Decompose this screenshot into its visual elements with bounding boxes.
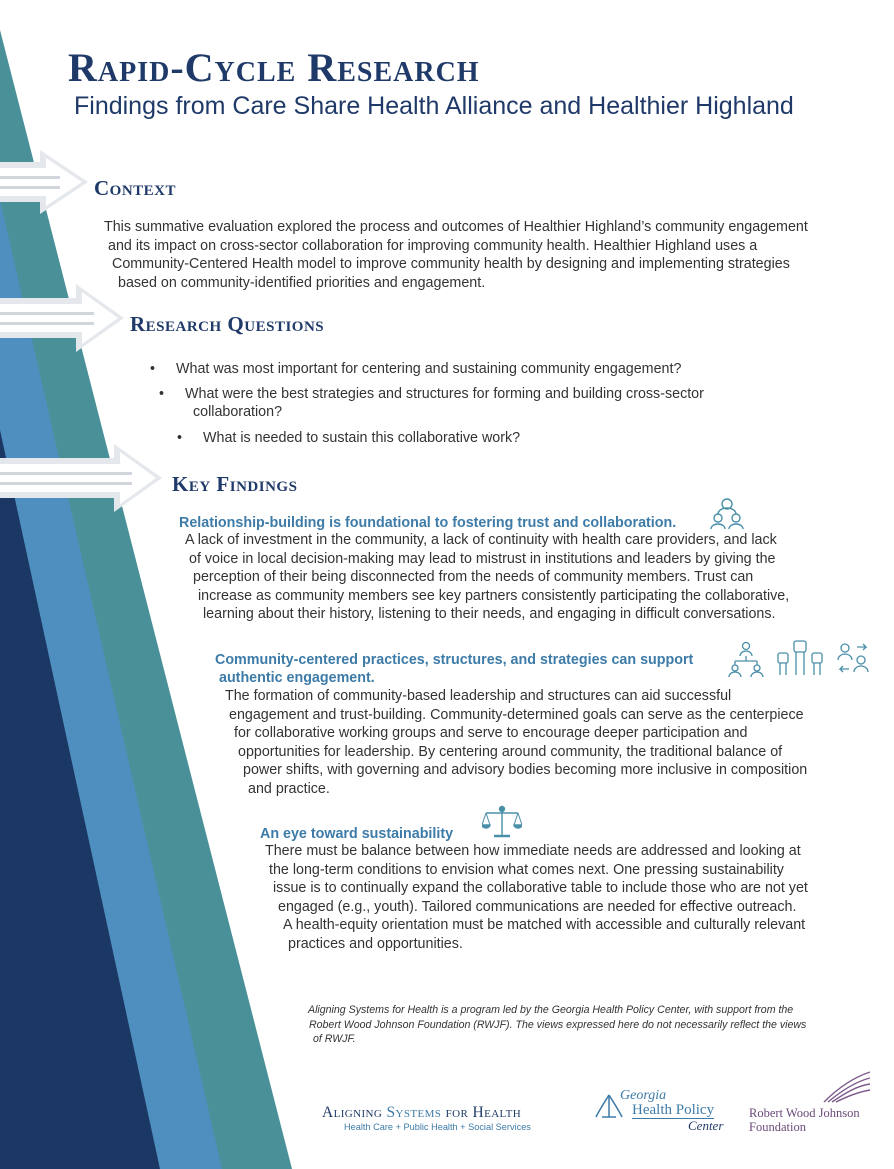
aligning-systems-logo: Aligning Systems for Health [322, 1104, 522, 1121]
finding-body: The formation of community-based leadership and structures can aid successful engagement and trust-building. Community-determined goals can serve as the centerpiece for collaborative working groups and serve to encourage deeper participation and opportunities for leadership. By centering around community, the traditional balance of power shifts, with governing and advisory bodies becoming more inclusive in composition and practice. [225, 688, 808, 797]
leadership-icon [727, 641, 765, 677]
people-group-icon [710, 496, 744, 530]
aligning-systems-tagline: Health Care + Public Health + Social Services [344, 1122, 531, 1132]
finding-body: There must be balance between how immediate needs are addressed and looking at the long-term conditions to envision what comes next. One pressing sustainability issue is to continually expand the collaborative table to include those who are not yet engaged (e.g., youth). Tailored communications are needed for effective outreach. A health-equity orientation must be matched with accessible and culturally relevant practices and opportunities. [265, 843, 808, 952]
context-heading: Context [94, 176, 177, 200]
bullet-dot: • [159, 386, 165, 402]
list-item: • What was most important for centering and sustaining community engagement? [150, 361, 682, 377]
context-paragraph: This summative evaluation explored the process and outcomes of Healthier Highland’s community engagement and its impact on cross-sector collaboration for improving community health. Healthier Highland uses a Community-Centered Health model to improve community health by designing and implementing strategies based on community-identified priorities and engagement. [104, 219, 808, 291]
finding-title: Relationship-building is foundational to fostering trust and collaboration. [179, 515, 677, 531]
ghpc-logo-line3: Center [688, 1118, 724, 1133]
footer-disclaimer: Aligning Systems for Health is a program led by the Georgia Health Policy Center, with support from the Robert Wood Johnson Foundation (RWJF). The views expressed here do not necessarily reflect the views of RWJF. [308, 1004, 807, 1045]
community-exchange-icon [835, 641, 871, 677]
list-item: • What were the best strategies and structures for forming and building cross-sector [159, 386, 704, 402]
list-item-continuation: collaboration? [193, 404, 283, 420]
finding-title: An eye toward sustainability [260, 826, 454, 842]
raised-fists-icon [774, 639, 826, 677]
ghpc-logo-line1: Georgia [620, 1088, 667, 1103]
rwjf-logo-text: Robert Wood Johnson Foundation [749, 1106, 860, 1134]
ghpc-logo-line2: Health Policy [632, 1102, 715, 1118]
balance-scale-icon [482, 805, 522, 839]
research-questions-heading: Research Questions [130, 312, 325, 336]
rwjf-logo-icon [822, 1070, 872, 1104]
finding-title: Community-centered practices, structures, and strategies can support authentic engagement. [215, 652, 694, 686]
finding-body: A lack of investment in the community, a lack of continuity with health care providers, and lack of voice in local decision-making may lead to mistrust in institutions and leaders by giving the perception of their being disconnected from the needs of community members. Trust can increase as community members see key partners consistently participating the collaborative, learning about their history, listening to their needs, and engaging in difficult conversations. [185, 532, 790, 622]
page-subtitle: Findings from Care Share Health Alliance and Healthier Highland [74, 92, 794, 120]
page-title: Rapid-Cycle Research [68, 45, 480, 90]
bullet-dot: • [177, 430, 183, 446]
key-findings-heading: Key Findings [172, 472, 298, 496]
list-item: • What is needed to sustain this collaborative work? [177, 430, 521, 446]
bullet-dot: • [150, 361, 156, 377]
